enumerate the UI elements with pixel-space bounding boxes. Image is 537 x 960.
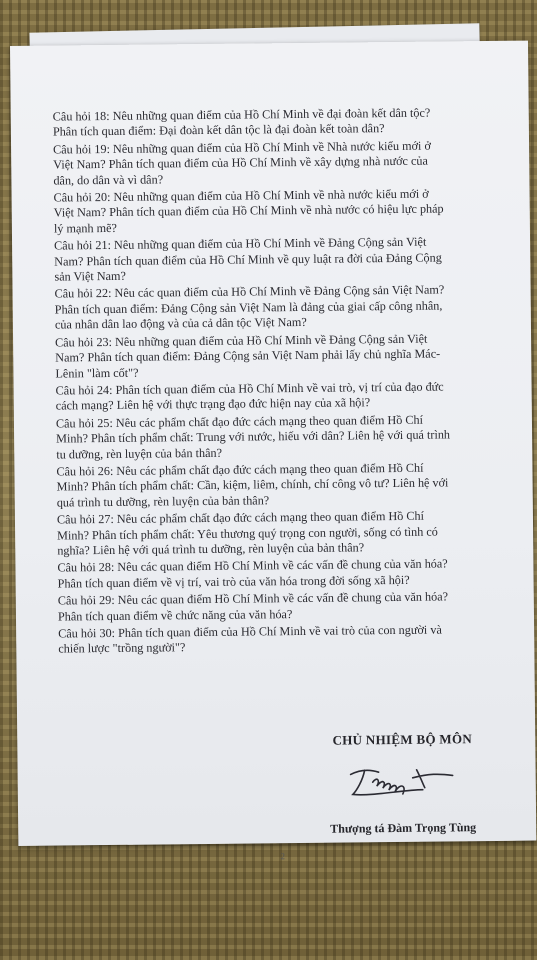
department-head-title: CHỦ NHIỆM BỘ MÔN <box>332 731 473 748</box>
question-line: dân, do dân và vì dân? <box>53 172 164 188</box>
question-line: Câu hỏi 19: Nêu những quan điểm của Hồ Chí Minh về Nhà nước kiểu mới ở <box>53 138 431 157</box>
page-number: 2 <box>280 851 286 862</box>
document-page <box>10 41 536 862</box>
question-line: Minh? Phân tích phẩm chất: Yêu thương quý trọng con người, sống có tình có <box>57 524 438 543</box>
question-line: Phân tích quan điểm về vị trí, vai trò của văn hóa trong đời sống xã hội? <box>57 572 410 591</box>
question-line: Việt Nam? Phân tích quan điểm của Hồ Chí Minh về nhà nước có hiệu lực pháp <box>53 201 444 220</box>
question-line: Minh? Phân tích phẩm chất: Trung với nước, hiếu với dân? Liên hệ với quá trình <box>56 427 451 446</box>
question-item <box>58 622 518 658</box>
question-item <box>55 330 515 381</box>
question-line: Câu hỏi 26: Nêu các phẩm chất đạo đức cách mạng theo quan điểm Hồ Chí <box>56 460 424 479</box>
handwritten-signature <box>343 759 463 802</box>
question-line: Câu hỏi 18: Nêu những quan điểm của Hồ Chí Minh về đại đoàn kết dân tộc? <box>52 105 431 124</box>
question-line: của nhân dân lao động và của cả dân tộc Việt Nam? <box>54 315 307 332</box>
question-line: tu dưỡng, rèn luyện của bản thân? <box>56 445 223 462</box>
question-line: Phân tích quan điểm về chức năng của văn hóa? <box>57 606 293 624</box>
question-line: quá trình tu dưỡng, rèn luyện của bản thân? <box>56 493 270 510</box>
signer-name: Thượng tá Đàm Trọng Tùng <box>330 820 477 836</box>
question-line: Câu hỏi 27: Nêu các phẩm chất đạo đức cách mạng theo quan điểm Hồ Chí <box>56 508 425 527</box>
question-line: Câu hỏi 20: Nêu những quan điểm của Hồ Chí Minh về nhà nước kiểu mới ở <box>53 186 429 205</box>
question-line: Câu hỏi 21: Nêu những quan điểm của Hồ Chí Minh về Đảng Cộng sản Việt <box>54 234 427 253</box>
question-line: Câu hỏi 24: Phân tích quan điểm của Hồ Chí Minh về vai trò, vị trí của đạo đức <box>55 379 444 398</box>
question-line: Nam? Phân tích quan điểm của Hồ Chí Minh về quy luật ra đời của Đảng Cộng <box>54 250 442 269</box>
question-item <box>55 282 515 333</box>
question-item <box>57 508 517 559</box>
question-list <box>53 105 519 660</box>
question-item <box>56 379 516 415</box>
question-line: Lênin "làm cốt"? <box>55 365 139 381</box>
question-line: Câu hỏi 22: Nêu các quan điểm của Hồ Chí Minh về Đảng Cộng sản Việt Nam? <box>54 282 445 302</box>
question-line: Nam? Phân tích quan điểm: Đảng Cộng sản Việt Nam phải lấy chủ nghĩa Mác- <box>55 346 441 365</box>
question-line: lý mạnh mẽ? <box>53 220 117 236</box>
question-line: Phân tích quan điểm: Đại đoàn kết dân tộc là đại đoàn kết toàn dân? <box>52 121 385 139</box>
question-line: Việt Nam? Phân tích quan điểm của Hồ Chí Minh về xây dựng nhà nước của <box>53 153 428 172</box>
question-item <box>58 589 518 625</box>
signature-block <box>317 731 488 837</box>
question-item <box>54 186 514 237</box>
question-item <box>56 460 516 511</box>
question-line: Câu hỏi 30: Phân tích quan điểm của Hồ Chí Minh về vai trò của con người và <box>58 622 442 641</box>
question-line: sản Việt Nam? <box>54 268 126 284</box>
question-line: Câu hỏi 23: Nêu những quan điểm của Hồ Chí Minh về Đảng Cộng sản Việt <box>55 331 428 350</box>
question-line: Câu hỏi 29: Nêu các quan điểm Hồ Chí Minh về các vấn đề chung của văn hóa? <box>57 589 449 608</box>
question-line: cách mạng? Liên hệ với thực trạng đạo đức hiện nay của xã hội? <box>55 395 371 413</box>
question-item <box>54 234 514 285</box>
question-item <box>57 556 517 592</box>
question-line: Phân tích quan điểm: Đảng Cộng sản Việt Nam là đảng của giai cấp công nhân, <box>54 298 443 317</box>
question-line: Minh? Phân tích phẩm chất: Cần, kiệm, liêm, chính, chí công vô tư? Liên hệ với <box>56 475 449 494</box>
question-line: nghĩa? Liên hệ với quá trình tu dưỡng, rèn luyện của bản thân? <box>57 540 365 558</box>
question-line: Câu hỏi 25: Nêu các phẩm chất đạo đức cách mạng theo quan điểm Hồ Chí <box>55 412 424 431</box>
question-line: Câu hỏi 28: Nêu các quan điểm Hồ Chí Minh về các vấn đề chung của văn hóa? <box>57 556 448 575</box>
question-item <box>56 411 516 462</box>
question-item <box>53 138 513 189</box>
question-item <box>53 105 513 141</box>
question-line: chiến lược "trồng người"? <box>58 640 186 656</box>
